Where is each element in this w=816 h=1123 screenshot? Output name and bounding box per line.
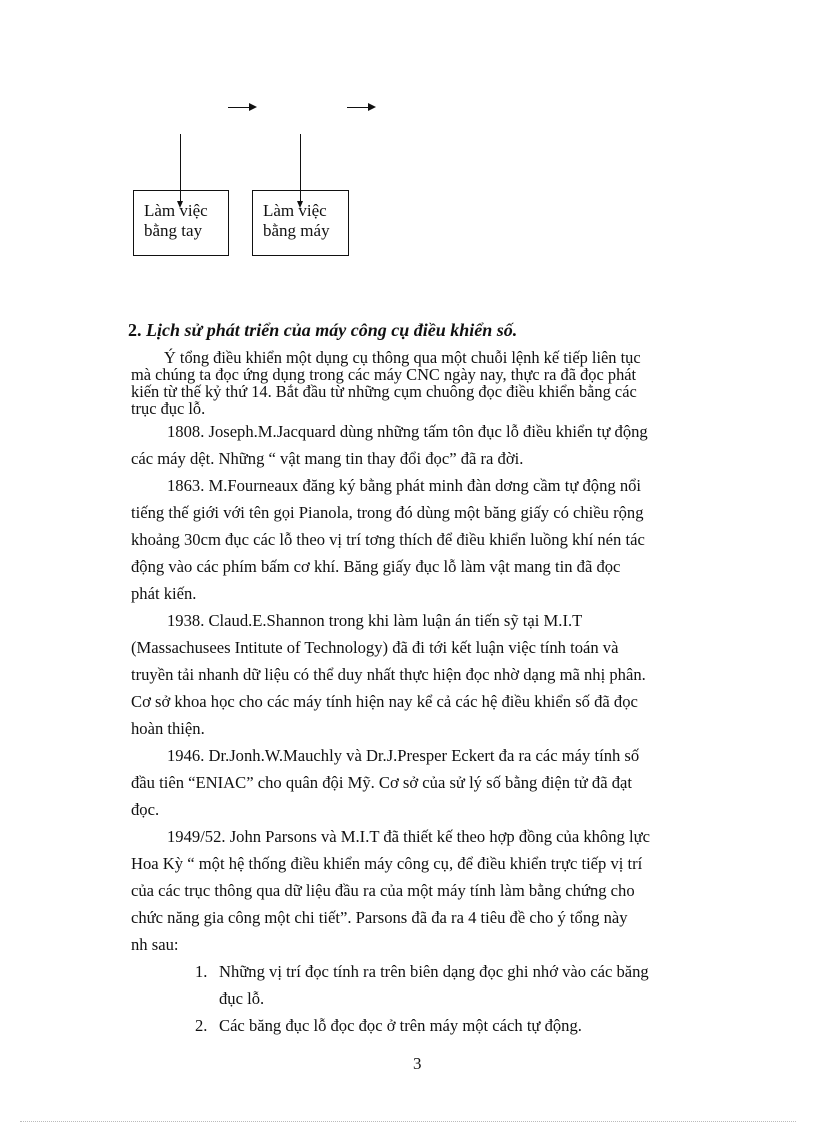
paragraph-line: Cơ sở khoa học cho các máy tính hiện nay kể cả các hệ điều khiển số đã đọc	[131, 692, 638, 711]
box-label: Làm việc	[144, 201, 208, 220]
box-manual-work	[133, 190, 229, 256]
paragraph-line: đầu tiên “ENIAC” cho quân đội Mỹ. Cơ sở của sử lý số bằng điện tử đã đạt	[131, 773, 632, 792]
arrow-right-icon	[228, 107, 250, 108]
list-item: Những vị trí đọc tính ra trên biên dạng đọc ghi nhớ vào các băng	[219, 962, 649, 981]
paragraph-line: truyền tải nhanh dữ liệu có thể duy nhất thực hiện đọc nhờ dạng mã nhị phân.	[131, 665, 646, 684]
paragraph-line: động vào các phím bấm cơ khí. Băng giấy đục lỗ làm vật mang tin đã đọc	[131, 557, 621, 576]
paragraph-line: chức năng gia công một chi tiết”. Parsons đã đa ra 4 tiêu đề cho ý tổng này	[131, 908, 628, 927]
paragraph-line: 1808. Joseph.M.Jacquard dùng những tấm tôn đục lỗ điều khiển tự động	[167, 422, 648, 441]
paragraph-line: (Massachusees Intitute of Technology) đã đi tới kết luận việc tính toán và	[131, 638, 619, 657]
paragraph-line: trục đục lỗ.	[131, 399, 206, 418]
paragraph-line: Hoa Kỳ “ một hệ thống điều khiển máy công cụ, để điều khiển trực tiếp vị trí	[131, 854, 643, 873]
paragraph-line: Ý tổng điều khiển một dụng cụ thông qua một chuỗi lệnh kế tiếp liên tục	[164, 348, 641, 367]
list-marker: 1.	[195, 962, 208, 981]
paragraph-line: khoảng 30cm đục các lỗ theo vị trí tơng thích để điều khiển luồng khí nén tác	[131, 530, 645, 549]
paragraph-line: 1863. M.Fourneaux đăng ký bằng phát minh đàn dơng cầm tự động nổi	[167, 476, 642, 495]
paragraph-line: các máy dệt. Những “ vật mang tin thay đổi đọc” đã ra đời.	[131, 449, 524, 468]
box-label: bằng tay	[144, 221, 203, 240]
page-edge-divider	[20, 1121, 796, 1122]
paragraph-line: 1946. Dr.Jonh.W.Mauchly và Dr.J.Presper Eckert đa ra các máy tính số	[167, 746, 640, 765]
list-item: đục lỗ.	[219, 989, 265, 1008]
section-number: 2.	[128, 320, 142, 340]
paragraph-line: phát kiến.	[131, 584, 197, 603]
list-item: Các băng đục lỗ đọc đọc ở trên máy một cách tự động.	[219, 1016, 582, 1035]
paragraph-line: 1949/52. John Parsons và M.I.T đã thiết kế theo hợp đồng của không lực	[167, 827, 650, 846]
paragraph-line: nh sau:	[131, 935, 179, 954]
paragraph-line: hoàn thiện.	[131, 719, 205, 738]
paragraph-line: của các trục thông qua dữ liệu đầu ra của một máy tính làm bằng chứng cho	[131, 881, 635, 900]
list-marker: 2.	[195, 1016, 208, 1035]
section-title: Lịch sử phát triển của máy công cụ điều khiển số.	[146, 320, 518, 340]
paragraph-line: 1938. Claud.E.Shannon trong khi làm luận án tiến sỹ tại M.I.T	[167, 611, 583, 630]
box-label: bằng máy	[263, 221, 330, 240]
paragraph-line: kiến từ thế kỷ thứ 14. Bắt đầu từ những cụm chuông đọc điều khiển bằng các	[131, 382, 637, 401]
page-number: 3	[413, 1054, 422, 1073]
box-label: Làm việc	[263, 201, 327, 220]
paragraph-line: tiếng thế giới với tên gọi Pianola, trong đó dùng một băng giấy có chiều rộng	[131, 503, 644, 522]
paragraph-line: mà chúng ta đọc ứng dụng trong các máy CNC ngày nay, thực ra đã đọc phát	[131, 365, 637, 384]
paragraph-line: đọc.	[131, 800, 160, 819]
box-machine-work	[252, 190, 349, 256]
section-heading	[128, 320, 517, 341]
arrow-right-icon	[347, 107, 369, 108]
